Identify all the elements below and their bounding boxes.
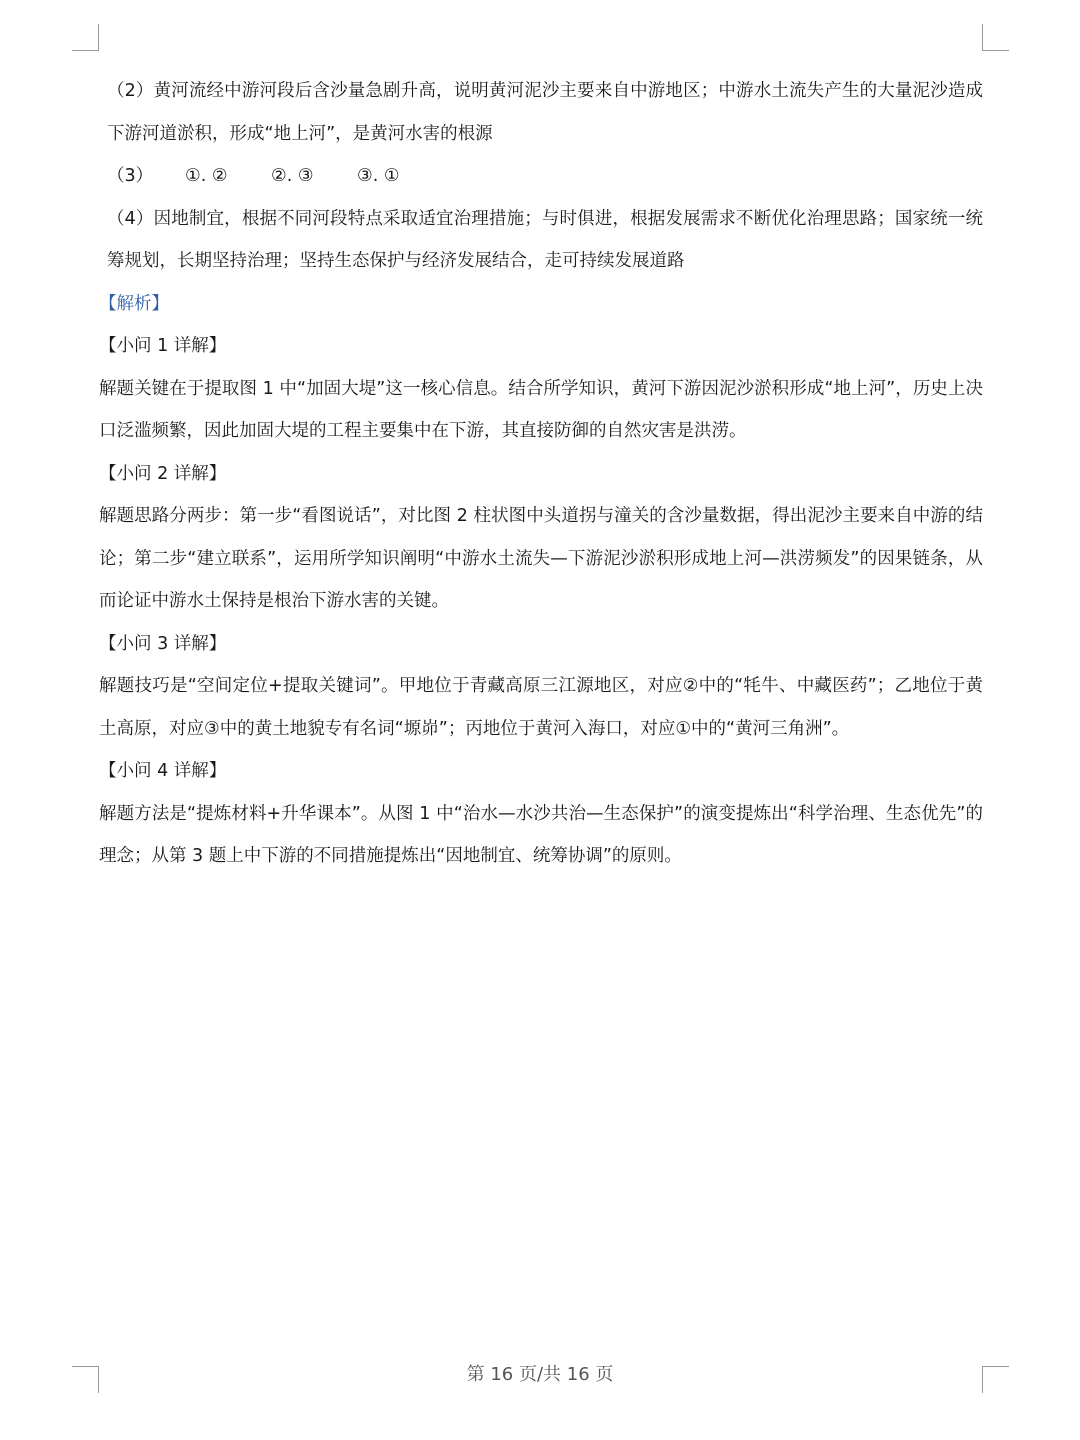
analysis-heading-3: 【小问 3 详解】 — [99, 633, 227, 654]
page-content — [99, 70, 983, 878]
analysis-heading-2: 【小问 2 详解】 — [99, 463, 227, 484]
answer-q3-option-3: ③. ① — [357, 166, 400, 186]
analysis-heading-1: 【小问 1 详解】 — [99, 336, 227, 356]
analysis-label: 【解析】 — [99, 293, 169, 314]
answer-q3 — [99, 155, 983, 198]
analysis-text-3: 解题技巧是“空间定位+提取关键词”。甲地位于青藏高原三江源地区，对应②中的“牦牛、中藏医药”；乙地位于黄土高原，对应③中的黄土地貌专有名词“塬峁”；丙地位于黄河入海口，对应①中的“黄河三角洲”。 — [99, 676, 983, 739]
answer-q4: （4）因地制宜，根据不同河段特点采取适宜治理措施；与时俱进，根据发展需求不断优化治理思路；国家统一统筹规划，长期坚持治理；坚持生态保护与经济发展结合，走可持续发展道路 — [107, 208, 983, 271]
answer-q3-option-1: ①. ② — [185, 166, 228, 186]
analysis-heading-4: 【小问 4 详解】 — [99, 761, 227, 781]
page-number: 第 16 页/共 16 页 — [466, 1364, 614, 1385]
analysis-text-2: 解题思路分两步：第一步“看图说话”，对比图 2 柱状图中头道拐与潼关的含沙量数据，得出泥沙主要来自中游的结论；第二步“建立联系”，运用所学知识阐明“中游水土流失—下游泥沙淤积形成地上河—洪涝频发”的因果链条，从而论证中游水土保持是根治下游水害的关键。 — [99, 506, 983, 611]
analysis-text-4: 解题方法是“提炼材料+升华课本”。从图 1 中“治水—水沙共治—生态保护”的演变提炼出“科学治理、生态优先”的理念；从第 3 题上中下游的不同措施提炼出“因地制宜、统筹协调”的原则。 — [99, 803, 983, 866]
page-corner-mark-top-right — [982, 24, 1009, 51]
answer-q3-option-2: ②. ③ — [271, 166, 314, 186]
answer-q2: （2）黄河流经中游河段后含沙量急剧升高，说明黄河泥沙主要来自中游地区；中游水土流失产生的大量泥沙造成下游河道淤积，形成“地上河”，是黄河水害的根源 — [107, 81, 983, 144]
answer-q3-number: （3） — [107, 166, 154, 186]
page-corner-mark-top-left — [72, 24, 99, 51]
analysis-text-1: 解题关键在于提取图 1 中“加固大堤”这一核心信息。结合所学知识，黄河下游因泥沙淤积形成“地上河”，历史上决口泛滥频繁，因此加固大堤的工程主要集中在下游，其直接防御的自然灾害是洪涝。 — [99, 378, 983, 441]
